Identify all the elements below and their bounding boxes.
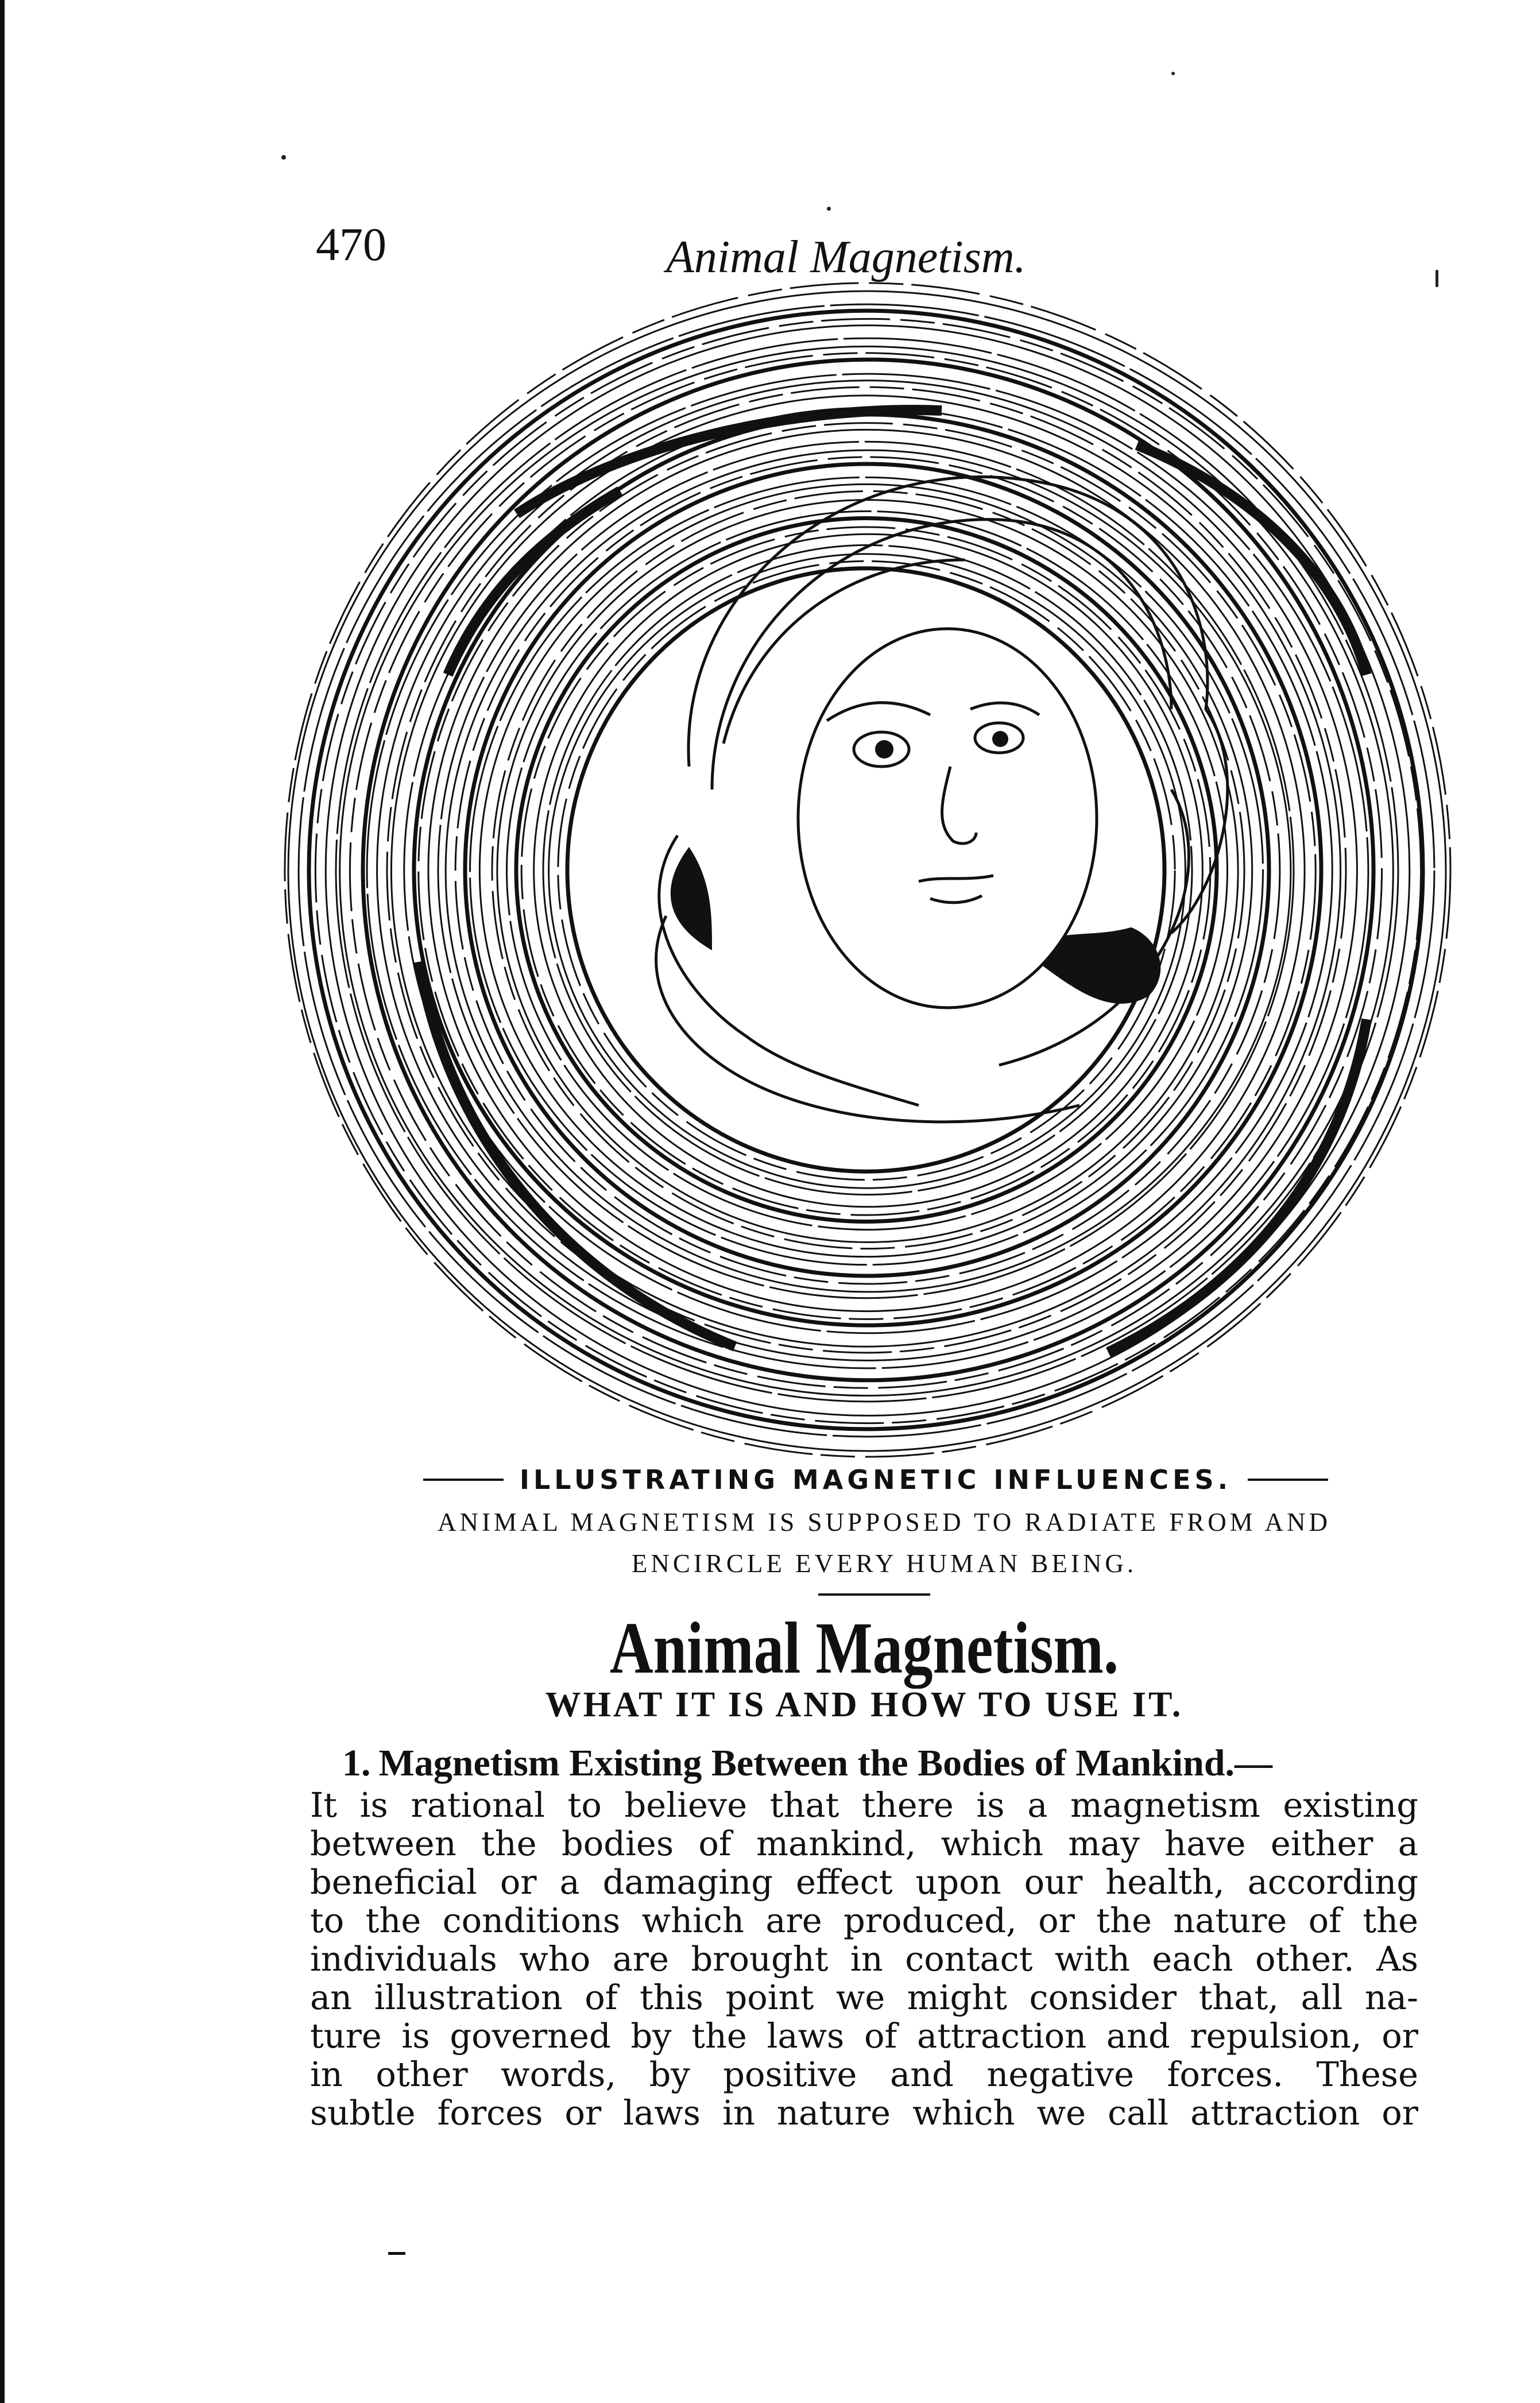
section-heading (342, 1743, 1422, 1785)
print-speck (827, 207, 831, 211)
section-heading-text: Magnetism Existing Between the Bodies of Mankind.— (378, 1742, 1273, 1784)
body-line: to the conditions which are produced, or the nature of the (310, 1901, 1418, 1940)
section-number: 1. (342, 1742, 371, 1784)
illustration-caption-body (367, 1502, 1401, 1584)
article-subtitle: WHAT IT IS AND HOW TO USE IT. (545, 1685, 1183, 1724)
illustration-caption-title-row (402, 1464, 1349, 1495)
magnetic-aura-illustration (276, 273, 1458, 1467)
article-title: Animal Magnetism. (609, 1607, 1119, 1689)
body-line: It is rational to believe that there is a magnetism existing (310, 1785, 1418, 1825)
illustration-caption-title: ILLUSTRATING MAGNETIC INFLUENCES. (519, 1464, 1232, 1495)
body-line: an illustration of this point we might consider that, all na- (310, 1978, 1418, 2017)
page-number: 470 (316, 218, 386, 270)
print-speck (281, 155, 286, 160)
body-line: individuals who are brought in contact with each other. As (310, 1939, 1418, 1979)
caption-line: ANIMAL MAGNETISM IS SUPPOSED TO RADIATE FROM AND (437, 1508, 1332, 1537)
body-line: subtle forces or laws in nature which we call attraction or (310, 2093, 1418, 2133)
section-divider (818, 1593, 930, 1596)
article-body (310, 1786, 1418, 2132)
body-line: beneficial or a damaging effect upon our health, according (310, 1862, 1418, 1902)
caption-line: ENCIRCLE EVERY HUMAN BEING. (631, 1549, 1137, 1578)
caption-rule-left (423, 1479, 504, 1481)
body-line: ture is governed by the laws of attraction and repulsion, or (310, 2016, 1418, 2056)
print-speck (1171, 72, 1175, 75)
face (798, 629, 1097, 1008)
print-mark (388, 2252, 405, 2255)
body-line: between the bodies of mankind, which may have either a (310, 1824, 1418, 1863)
ring-shadow-stroke (517, 410, 942, 514)
body-line: in other words, by positive and negative forces. These (310, 2054, 1418, 2094)
caption-rule-right (1248, 1479, 1328, 1481)
running-title: Animal Magnetism. (666, 232, 1026, 283)
page-binding-edge (0, 0, 5, 2403)
